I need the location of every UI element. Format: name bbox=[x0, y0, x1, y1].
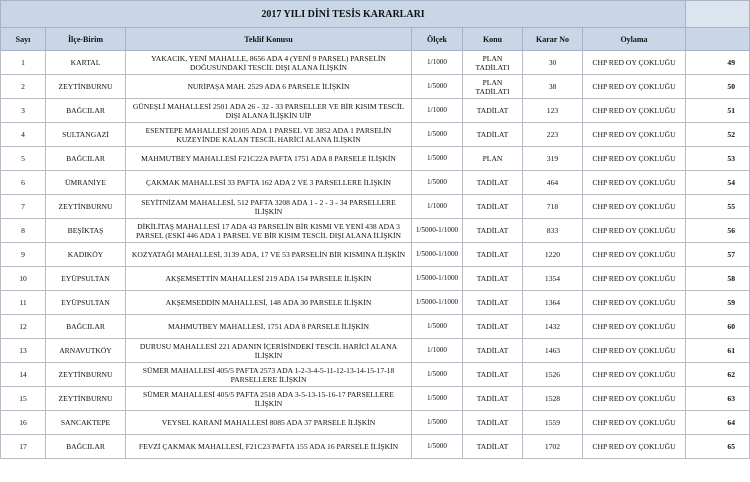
cell-konu[interactable]: TADİLAT bbox=[463, 99, 523, 123]
cell-row-index[interactable]: 65 bbox=[686, 435, 750, 459]
cell-ilce-birim[interactable]: ÜMRANİYE bbox=[46, 171, 126, 195]
table-row bbox=[1, 147, 750, 171]
cell-ilce-birim[interactable]: ZEYTİNBURNU bbox=[46, 75, 126, 99]
header-row bbox=[1, 28, 750, 51]
cell-row-index[interactable]: 62 bbox=[686, 363, 750, 387]
cell-oylama[interactable]: CHP RED OY ÇOKLUĞU bbox=[583, 123, 686, 147]
cell-konu[interactable]: TADİLAT bbox=[463, 171, 523, 195]
cell-sayi[interactable]: 7 bbox=[1, 195, 46, 219]
cell-teklif-konusu[interactable]: SÜMER MAHALLESİ 405/5 PAFTA 2518 ADA 3-5-13-15-16-17 PARSELLERE İLİŞKİN bbox=[126, 387, 412, 411]
cell-ilce-birim[interactable]: BEŞİKTAŞ bbox=[46, 219, 126, 243]
cell-olcek[interactable]: 1/5000 bbox=[412, 387, 463, 411]
cell-ilce-birim[interactable]: BAĞCILAR bbox=[46, 99, 126, 123]
cell-row-index[interactable]: 50 bbox=[686, 75, 750, 99]
cell-row-index[interactable]: 56 bbox=[686, 219, 750, 243]
cell-olcek[interactable]: 1/1000 bbox=[412, 339, 463, 363]
cell-ilce-birim[interactable]: ARNAVUTKÖY bbox=[46, 339, 126, 363]
cell-konu[interactable]: TADİLAT bbox=[463, 243, 523, 267]
cell-row-index[interactable]: 61 bbox=[686, 339, 750, 363]
cell-row-index[interactable]: 58 bbox=[686, 267, 750, 291]
title-side-cell[interactable] bbox=[686, 1, 750, 28]
table-row bbox=[1, 195, 750, 219]
table-row bbox=[1, 339, 750, 363]
cell-konu[interactable]: TADİLAT bbox=[463, 315, 523, 339]
cell-olcek[interactable]: 1/5000 bbox=[412, 171, 463, 195]
cell-olcek[interactable]: 1/5000-1/1000 bbox=[412, 267, 463, 291]
cell-sayi[interactable]: 1 bbox=[1, 51, 46, 75]
cell-sayi[interactable]: 4 bbox=[1, 123, 46, 147]
cell-karar-no[interactable]: 1364 bbox=[523, 291, 583, 315]
cell-oylama[interactable]: CHP RED OY ÇOKLUĞU bbox=[583, 435, 686, 459]
cell-ilce-birim[interactable]: BAĞCILAR bbox=[46, 435, 126, 459]
cell-sayi[interactable]: 2 bbox=[1, 75, 46, 99]
cell-olcek[interactable]: 1/5000 bbox=[412, 75, 463, 99]
cell-ilce-birim[interactable]: EYÜPSULTAN bbox=[46, 291, 126, 315]
cell-teklif-konusu[interactable]: SEYİTNİZAM MAHALLESİ, 512 PAFTA 3208 ADA 1 - 2 - 3 - 34 PARSELLERE İLİŞKİN bbox=[126, 195, 412, 219]
cell-konu[interactable]: TADİLAT bbox=[463, 195, 523, 219]
cell-karar-no[interactable]: 123 bbox=[523, 99, 583, 123]
cell-oylama[interactable]: CHP RED OY ÇOKLUĞU bbox=[583, 339, 686, 363]
cell-konu[interactable]: PLAN TADİLATI bbox=[463, 51, 523, 75]
cell-karar-no[interactable]: 464 bbox=[523, 171, 583, 195]
cell-olcek[interactable]: 1/5000 bbox=[412, 315, 463, 339]
cell-row-index[interactable]: 51 bbox=[686, 99, 750, 123]
header-olcek[interactable]: Ölçek bbox=[412, 28, 463, 51]
cell-row-index[interactable]: 54 bbox=[686, 171, 750, 195]
cell-sayi[interactable]: 12 bbox=[1, 315, 46, 339]
cell-ilce-birim[interactable]: KARTAL bbox=[46, 51, 126, 75]
cell-ilce-birim[interactable]: ZEYTİNBURNU bbox=[46, 195, 126, 219]
cell-teklif-konusu[interactable]: DİKİLİTAŞ MAHALLESİ 17 ADA 43 PARSELİN BİR KISMI VE YENİ 438 ADA 3 PARSEL (ESKİ 446 ADA 1 PARSEL VE BİR KISIM TESCİL DIŞI ALANA İLİŞKİN bbox=[126, 219, 412, 243]
cell-teklif-konusu[interactable]: ÇAKMAK MAHALLESİ 33 PAFTA 162 ADA 2 VE 3 PARSELLERE İLİŞKİN bbox=[126, 171, 412, 195]
table-row bbox=[1, 435, 750, 459]
cell-teklif-konusu[interactable]: ESENTEPE MAHALLESİ 20105 ADA 1 PARSEL VE 3852 ADA 1 PARSELİN KUZEYİNDE KALAN TESCİL HARİCİ ALANA İLİŞKİN bbox=[126, 123, 412, 147]
table-row bbox=[1, 291, 750, 315]
cell-oylama[interactable]: CHP RED OY ÇOKLUĞU bbox=[583, 219, 686, 243]
header-karar-no[interactable]: Karar No bbox=[523, 28, 583, 51]
cell-olcek[interactable]: 1/5000-1/1000 bbox=[412, 291, 463, 315]
cell-karar-no[interactable]: 38 bbox=[523, 75, 583, 99]
table-row bbox=[1, 315, 750, 339]
cell-row-index[interactable]: 63 bbox=[686, 387, 750, 411]
cell-karar-no[interactable]: 833 bbox=[523, 219, 583, 243]
cell-teklif-konusu[interactable]: DURUSU MAHALLESİ 221 ADANIN İÇERİSİNDEKİ TESCİL HARİCİ ALANA İLİŞKİN bbox=[126, 339, 412, 363]
cell-konu[interactable]: PLAN bbox=[463, 147, 523, 171]
cell-olcek[interactable]: 1/1000 bbox=[412, 99, 463, 123]
cell-olcek[interactable]: 1/5000 bbox=[412, 435, 463, 459]
cell-row-index[interactable]: 55 bbox=[686, 195, 750, 219]
cell-konu[interactable]: TADİLAT bbox=[463, 291, 523, 315]
cell-oylama[interactable]: CHP RED OY ÇOKLUĞU bbox=[583, 51, 686, 75]
table-row bbox=[1, 51, 750, 75]
cell-ilce-birim[interactable]: ZEYTİNBURNU bbox=[46, 363, 126, 387]
cell-olcek[interactable]: 1/1000 bbox=[412, 51, 463, 75]
cell-sayi[interactable]: 9 bbox=[1, 243, 46, 267]
cell-konu[interactable]: TADİLAT bbox=[463, 267, 523, 291]
cell-oylama[interactable]: CHP RED OY ÇOKLUĞU bbox=[583, 243, 686, 267]
cell-row-index[interactable]: 53 bbox=[686, 147, 750, 171]
cell-karar-no[interactable]: 1220 bbox=[523, 243, 583, 267]
cell-konu[interactable]: TADİLAT bbox=[463, 411, 523, 435]
cell-sayi[interactable]: 17 bbox=[1, 435, 46, 459]
cell-teklif-konusu[interactable]: KOZYATAĞI MAHALLESİ, 3139 ADA, 17 VE 53 PARSELİN BİR KISMINA İLİŞKİN bbox=[126, 243, 412, 267]
cell-teklif-konusu[interactable]: VEYSEL KARANİ MAHALLESİ 8085 ADA 37 PARSELE İLİŞKİN bbox=[126, 411, 412, 435]
cell-row-index[interactable]: 59 bbox=[686, 291, 750, 315]
cell-karar-no[interactable]: 30 bbox=[523, 51, 583, 75]
cell-karar-no[interactable]: 1354 bbox=[523, 267, 583, 291]
cell-oylama[interactable]: CHP RED OY ÇOKLUĞU bbox=[583, 267, 686, 291]
cell-karar-no[interactable]: 1702 bbox=[523, 435, 583, 459]
cell-ilce-birim[interactable]: SULTANGAZİ bbox=[46, 123, 126, 147]
cell-teklif-konusu[interactable]: YAKACIK, YENİ MAHALLE, 8656 ADA 4 (YENİ 9 PARSEL) PARSELİN DOĞUSUNDAKİ TESCİL DIŞI ALANA İLİŞKİN bbox=[126, 51, 412, 75]
cell-oylama[interactable]: CHP RED OY ÇOKLUĞU bbox=[583, 99, 686, 123]
cell-oylama[interactable]: CHP RED OY ÇOKLUĞU bbox=[583, 363, 686, 387]
cell-sayi[interactable]: 10 bbox=[1, 267, 46, 291]
table-row bbox=[1, 123, 750, 147]
sheet-title[interactable]: 2017 YILI DİNİ TESİS KARARLARI bbox=[1, 1, 686, 28]
cell-oylama[interactable]: CHP RED OY ÇOKLUĞU bbox=[583, 195, 686, 219]
header-sayi[interactable]: Sayı bbox=[1, 28, 46, 51]
cell-oylama[interactable]: CHP RED OY ÇOKLUĞU bbox=[583, 315, 686, 339]
cell-karar-no[interactable]: 1432 bbox=[523, 315, 583, 339]
cell-olcek[interactable]: 1/5000-1/1000 bbox=[412, 243, 463, 267]
cell-karar-no[interactable]: 718 bbox=[523, 195, 583, 219]
table-row bbox=[1, 387, 750, 411]
table-row bbox=[1, 99, 750, 123]
cell-karar-no[interactable]: 1463 bbox=[523, 339, 583, 363]
cell-olcek[interactable]: 1/5000 bbox=[412, 147, 463, 171]
cell-teklif-konusu[interactable]: GÜNEŞLİ MAHALLESİ 2501 ADA 26 - 32 - 33 PARSELLER VE BİR KISIM TESCİL DIŞI ALANA İLİŞKİN UİP bbox=[126, 99, 412, 123]
table-row bbox=[1, 267, 750, 291]
cell-sayi[interactable]: 11 bbox=[1, 291, 46, 315]
cell-sayi[interactable]: 3 bbox=[1, 99, 46, 123]
cell-teklif-konusu[interactable]: FEVZİ ÇAKMAK MAHALLESİ, F21C23 PAFTA 155 ADA 16 PARSELE İLİŞKİN bbox=[126, 435, 412, 459]
cell-olcek[interactable]: 1/5000 bbox=[412, 123, 463, 147]
cell-row-index[interactable]: 49 bbox=[686, 51, 750, 75]
cell-ilce-birim[interactable]: BAĞCILAR bbox=[46, 147, 126, 171]
cell-karar-no[interactable]: 1528 bbox=[523, 387, 583, 411]
cell-konu[interactable]: TADİLAT bbox=[463, 363, 523, 387]
table-row bbox=[1, 411, 750, 435]
table-row bbox=[1, 75, 750, 99]
table-row bbox=[1, 219, 750, 243]
cell-ilce-birim[interactable]: BAĞCILAR bbox=[46, 315, 126, 339]
cell-sayi[interactable]: 14 bbox=[1, 363, 46, 387]
cell-teklif-konusu[interactable]: NURİPAŞA MAH. 2529 ADA 6 PARSELE İLİŞKİN bbox=[126, 75, 412, 99]
cell-oylama[interactable]: CHP RED OY ÇOKLUĞU bbox=[583, 291, 686, 315]
cell-konu[interactable]: TADİLAT bbox=[463, 387, 523, 411]
cell-teklif-konusu[interactable]: SÜMER MAHALLESİ 405/5 PAFTA 2573 ADA 1-2-3-4-5-11-12-13-14-15-17-18 PARSELLERE İLİŞKİN bbox=[126, 363, 412, 387]
cell-oylama[interactable]: CHP RED OY ÇOKLUĞU bbox=[583, 147, 686, 171]
cell-sayi[interactable]: 15 bbox=[1, 387, 46, 411]
cell-olcek[interactable]: 1/5000 bbox=[412, 363, 463, 387]
cell-teklif-konusu[interactable]: AKŞEMSETTİN MAHALLESİ 219 ADA 154 PARSELE İLİŞKİN bbox=[126, 267, 412, 291]
cell-ilce-birim[interactable]: ZEYTİNBURNU bbox=[46, 387, 126, 411]
cell-sayi[interactable]: 13 bbox=[1, 339, 46, 363]
cell-row-index[interactable]: 52 bbox=[686, 123, 750, 147]
cell-teklif-konusu[interactable]: MAHMUTBEY MAHALLESİ, 1751 ADA 8 PARSELE İLİŞKİN bbox=[126, 315, 412, 339]
cell-sayi[interactable]: 6 bbox=[1, 171, 46, 195]
cell-ilce-birim[interactable]: SANCAKTEPE bbox=[46, 411, 126, 435]
cell-row-index[interactable]: 60 bbox=[686, 315, 750, 339]
cell-sayi[interactable]: 8 bbox=[1, 219, 46, 243]
header-teklif-konusu[interactable]: Teklif Konusu bbox=[126, 28, 412, 51]
cell-oylama[interactable]: CHP RED OY ÇOKLUĞU bbox=[583, 171, 686, 195]
cell-konu[interactable]: TADİLAT bbox=[463, 339, 523, 363]
cell-karar-no[interactable]: 223 bbox=[523, 123, 583, 147]
cell-sayi[interactable]: 16 bbox=[1, 411, 46, 435]
cell-konu[interactable]: PLAN TADİLATI bbox=[463, 75, 523, 99]
cell-oylama[interactable]: CHP RED OY ÇOKLUĞU bbox=[583, 411, 686, 435]
cell-konu[interactable]: TADİLAT bbox=[463, 435, 523, 459]
table-row bbox=[1, 363, 750, 387]
cell-karar-no[interactable]: 319 bbox=[523, 147, 583, 171]
cell-sayi[interactable]: 5 bbox=[1, 147, 46, 171]
cell-konu[interactable]: TADİLAT bbox=[463, 123, 523, 147]
cell-row-index[interactable]: 64 bbox=[686, 411, 750, 435]
cell-oylama[interactable]: CHP RED OY ÇOKLUĞU bbox=[583, 75, 686, 99]
cell-oylama[interactable]: CHP RED OY ÇOKLUĞU bbox=[583, 387, 686, 411]
header-side-cell[interactable] bbox=[686, 28, 750, 51]
cell-karar-no[interactable]: 1526 bbox=[523, 363, 583, 387]
header-konu[interactable]: Konu bbox=[463, 28, 523, 51]
cell-ilce-birim[interactable]: EYÜPSULTAN bbox=[46, 267, 126, 291]
cell-ilce-birim[interactable]: KADIKÖY bbox=[46, 243, 126, 267]
cell-olcek[interactable]: 1/1000 bbox=[412, 195, 463, 219]
cell-olcek[interactable]: 1/5000 bbox=[412, 411, 463, 435]
cell-row-index[interactable]: 57 bbox=[686, 243, 750, 267]
table-row bbox=[1, 243, 750, 267]
title-row bbox=[1, 1, 750, 28]
cell-teklif-konusu[interactable]: AKŞEMSEDDİN MAHALLESİ, 148 ADA 30 PARSELE İLİŞKİN bbox=[126, 291, 412, 315]
cell-olcek[interactable]: 1/5000-1/1000 bbox=[412, 219, 463, 243]
cell-teklif-konusu[interactable]: MAHMUTBEY MAHALLESİ F21C22A PAFTA 1751 ADA 8 PARSELE İLİŞKİN bbox=[126, 147, 412, 171]
table-row bbox=[1, 171, 750, 195]
header-ilce-birim[interactable]: İlçe-Birim bbox=[46, 28, 126, 51]
header-oylama[interactable]: Oylama bbox=[583, 28, 686, 51]
cell-karar-no[interactable]: 1559 bbox=[523, 411, 583, 435]
cell-konu[interactable]: TADİLAT bbox=[463, 219, 523, 243]
